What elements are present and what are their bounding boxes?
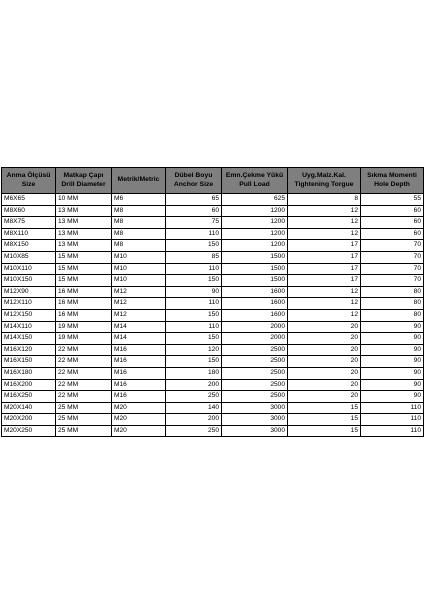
cell-anchor-size: 150: [166, 309, 222, 321]
cell-drill-diameter: 13 MM: [56, 217, 112, 229]
cell-drill-diameter: 22 MM: [56, 379, 112, 391]
cell-tightening-torque: 12: [288, 298, 361, 310]
cell-metric: M8: [112, 217, 166, 229]
cell-tightening-torque: 17: [288, 240, 361, 252]
cell-metric: M8: [112, 205, 166, 217]
cell-anchor-size: 250: [166, 391, 222, 403]
cell-tightening-torque: 17: [288, 275, 361, 287]
cell-metric: M10: [112, 275, 166, 287]
cell-tightening-torque: 20: [288, 379, 361, 391]
cell-metric: M16: [112, 379, 166, 391]
cell-pull-load: 3000: [222, 425, 288, 437]
cell-anchor-size: 250: [166, 425, 222, 437]
cell-drill-diameter: 13 MM: [56, 240, 112, 252]
cell-size: M16X180: [2, 367, 56, 379]
cell-size: M12X110: [2, 298, 56, 310]
table-row: [2, 251, 424, 263]
cell-hole-depth: 70: [361, 240, 424, 252]
cell-hole-depth: 55: [361, 194, 424, 206]
table-row: [2, 263, 424, 275]
cell-size: M16X120: [2, 344, 56, 356]
cell-hole-depth: 70: [361, 251, 424, 263]
cell-tightening-torque: 12: [288, 309, 361, 321]
table-row: [2, 391, 424, 403]
cell-drill-diameter: 22 MM: [56, 344, 112, 356]
cell-pull-load: 625: [222, 194, 288, 206]
table-row: [2, 356, 424, 368]
table-row: [2, 240, 424, 252]
cell-hole-depth: 110: [361, 425, 424, 437]
header-line-1: Sıkma Momenti: [367, 171, 417, 179]
header-line-2: Tightening Torgue: [294, 180, 354, 188]
header-size: [2, 168, 56, 194]
cell-hole-depth: 80: [361, 286, 424, 298]
header-line-2: Hole Depth: [374, 180, 410, 188]
cell-metric: M12: [112, 286, 166, 298]
cell-anchor-size: 110: [166, 228, 222, 240]
cell-anchor-size: 110: [166, 298, 222, 310]
header-line-1: Matkap Çapı: [63, 171, 104, 179]
cell-size: M10X85: [2, 251, 56, 263]
cell-pull-load: 2500: [222, 356, 288, 368]
cell-pull-load: 1500: [222, 263, 288, 275]
table-row: [2, 217, 424, 229]
header-line-2: Size: [21, 180, 36, 188]
cell-metric: M20: [112, 414, 166, 426]
cell-anchor-size: 200: [166, 379, 222, 391]
table-row: [2, 402, 424, 414]
cell-pull-load: 1600: [222, 298, 288, 310]
cell-tightening-torque: 20: [288, 344, 361, 356]
cell-size: M10X150: [2, 275, 56, 287]
cell-hole-depth: 60: [361, 217, 424, 229]
cell-metric: M12: [112, 298, 166, 310]
cell-anchor-size: 60: [166, 205, 222, 217]
table-row: [2, 309, 424, 321]
cell-pull-load: 1200: [222, 240, 288, 252]
cell-anchor-size: 110: [166, 321, 222, 333]
cell-hole-depth: 80: [361, 309, 424, 321]
header-line-1: Anma Ölçüsü: [6, 171, 51, 179]
cell-tightening-torque: 20: [288, 367, 361, 379]
cell-hole-depth: 90: [361, 367, 424, 379]
cell-size: M16X200: [2, 379, 56, 391]
cell-tightening-torque: 20: [288, 321, 361, 333]
cell-tightening-torque: 8: [288, 194, 361, 206]
cell-size: M14X150: [2, 333, 56, 345]
cell-drill-diameter: 22 MM: [56, 367, 112, 379]
cell-anchor-size: 90: [166, 286, 222, 298]
cell-anchor-size: 85: [166, 251, 222, 263]
cell-size: M8X75: [2, 217, 56, 229]
cell-pull-load: 2500: [222, 379, 288, 391]
cell-anchor-size: 65: [166, 194, 222, 206]
table-row: [2, 344, 424, 356]
cell-drill-diameter: 15 MM: [56, 251, 112, 263]
cell-anchor-size: 150: [166, 240, 222, 252]
cell-size: M10X110: [2, 263, 56, 275]
cell-tightening-torque: 12: [288, 228, 361, 240]
cell-size: M20X250: [2, 425, 56, 437]
cell-size: M8X150: [2, 240, 56, 252]
cell-pull-load: 2500: [222, 391, 288, 403]
header-line-2: Pull Load: [239, 180, 270, 188]
cell-size: M20X140: [2, 402, 56, 414]
cell-metric: M16: [112, 344, 166, 356]
cell-size: M6X65: [2, 194, 56, 206]
cell-tightening-torque: 12: [288, 286, 361, 298]
cell-drill-diameter: 13 MM: [56, 205, 112, 217]
cell-pull-load: 2000: [222, 321, 288, 333]
cell-metric: M8: [112, 228, 166, 240]
cell-metric: M14: [112, 333, 166, 345]
cell-tightening-torque: 15: [288, 402, 361, 414]
cell-drill-diameter: 19 MM: [56, 321, 112, 333]
table-row: [2, 321, 424, 333]
table-header: [2, 168, 424, 194]
cell-metric: M16: [112, 391, 166, 403]
cell-pull-load: 1200: [222, 217, 288, 229]
cell-metric: M16: [112, 367, 166, 379]
cell-pull-load: 1200: [222, 228, 288, 240]
cell-anchor-size: 150: [166, 275, 222, 287]
table-row: [2, 275, 424, 287]
cell-drill-diameter: 16 MM: [56, 309, 112, 321]
cell-tightening-torque: 20: [288, 356, 361, 368]
table-row: [2, 194, 424, 206]
cell-anchor-size: 120: [166, 344, 222, 356]
cell-drill-diameter: 22 MM: [56, 356, 112, 368]
cell-drill-diameter: 15 MM: [56, 263, 112, 275]
cell-hole-depth: 70: [361, 275, 424, 287]
cell-hole-depth: 90: [361, 333, 424, 345]
header-line-1: Uyg.Malz.Kal.: [302, 171, 346, 179]
cell-drill-diameter: 25 MM: [56, 402, 112, 414]
header-drill-diameter: [56, 168, 112, 194]
cell-hole-depth: 90: [361, 379, 424, 391]
cell-drill-diameter: 16 MM: [56, 298, 112, 310]
cell-pull-load: 1500: [222, 275, 288, 287]
header-line-1: Dübel Boyu: [174, 171, 213, 179]
table-body: [2, 194, 424, 437]
cell-size: M14X110: [2, 321, 56, 333]
cell-metric: M12: [112, 309, 166, 321]
cell-pull-load: 1600: [222, 309, 288, 321]
cell-tightening-torque: 20: [288, 391, 361, 403]
cell-drill-diameter: 19 MM: [56, 333, 112, 345]
cell-pull-load: 2500: [222, 344, 288, 356]
cell-pull-load: 2500: [222, 367, 288, 379]
cell-drill-diameter: 10 MM: [56, 194, 112, 206]
cell-metric: M10: [112, 251, 166, 263]
cell-pull-load: 2000: [222, 333, 288, 345]
cell-size: M16X250: [2, 391, 56, 403]
cell-pull-load: 3000: [222, 402, 288, 414]
cell-hole-depth: 60: [361, 205, 424, 217]
cell-tightening-torque: 12: [288, 205, 361, 217]
header-line-1: Metrik/Metric: [117, 176, 160, 184]
cell-anchor-size: 150: [166, 333, 222, 345]
cell-metric: M14: [112, 321, 166, 333]
cell-size: M20X200: [2, 414, 56, 426]
table-row: [2, 425, 424, 437]
table-row: [2, 367, 424, 379]
cell-anchor-size: 150: [166, 356, 222, 368]
header-anchor-size: [166, 168, 222, 194]
cell-tightening-torque: 15: [288, 414, 361, 426]
cell-tightening-torque: 17: [288, 251, 361, 263]
cell-tightening-torque: 20: [288, 333, 361, 345]
table-row: [2, 228, 424, 240]
cell-metric: M10: [112, 263, 166, 275]
cell-hole-depth: 90: [361, 356, 424, 368]
table-row: [2, 333, 424, 345]
cell-hole-depth: 90: [361, 344, 424, 356]
table-row: [2, 379, 424, 391]
cell-metric: M6: [112, 194, 166, 206]
header-hole-depth: [361, 168, 424, 194]
cell-drill-diameter: 15 MM: [56, 275, 112, 287]
cell-anchor-size: 180: [166, 367, 222, 379]
header-line-2: Drill Diameter: [61, 180, 106, 188]
cell-anchor-size: 75: [166, 217, 222, 229]
cell-drill-diameter: 16 MM: [56, 286, 112, 298]
cell-hole-depth: 90: [361, 391, 424, 403]
header-pull-load: [222, 168, 288, 194]
header-metric: [112, 168, 166, 194]
cell-pull-load: 1200: [222, 205, 288, 217]
header-line-1: Emn.Çekme Yükü: [225, 171, 284, 179]
cell-drill-diameter: 13 MM: [56, 228, 112, 240]
cell-drill-diameter: 25 MM: [56, 425, 112, 437]
cell-metric: M20: [112, 425, 166, 437]
cell-size: M8X110: [2, 228, 56, 240]
cell-anchor-size: 140: [166, 402, 222, 414]
table-row: [2, 205, 424, 217]
cell-metric: M20: [112, 402, 166, 414]
header-row: [2, 168, 424, 194]
cell-pull-load: 1600: [222, 286, 288, 298]
cell-hole-depth: 70: [361, 263, 424, 275]
header-tightening-torque: [288, 168, 361, 194]
cell-metric: M16: [112, 356, 166, 368]
cell-drill-diameter: 25 MM: [56, 414, 112, 426]
table-row: [2, 286, 424, 298]
cell-hole-depth: 90: [361, 321, 424, 333]
cell-size: M8X60: [2, 205, 56, 217]
cell-hole-depth: 110: [361, 402, 424, 414]
cell-size: M12X90: [2, 286, 56, 298]
cell-metric: M8: [112, 240, 166, 252]
cell-anchor-size: 110: [166, 263, 222, 275]
table-row: [2, 298, 424, 310]
cell-hole-depth: 80: [361, 298, 424, 310]
header-line-2: Anchor Size: [173, 180, 214, 188]
cell-hole-depth: 60: [361, 228, 424, 240]
cell-pull-load: 3000: [222, 414, 288, 426]
cell-anchor-size: 200: [166, 414, 222, 426]
cell-pull-load: 1500: [222, 251, 288, 263]
cell-drill-diameter: 22 MM: [56, 391, 112, 403]
cell-hole-depth: 110: [361, 414, 424, 426]
table-row: [2, 414, 424, 426]
cell-tightening-torque: 12: [288, 217, 361, 229]
cell-size: M16X150: [2, 356, 56, 368]
cell-tightening-torque: 15: [288, 425, 361, 437]
spec-table: [1, 167, 424, 437]
cell-tightening-torque: 17: [288, 263, 361, 275]
cell-size: M12X150: [2, 309, 56, 321]
